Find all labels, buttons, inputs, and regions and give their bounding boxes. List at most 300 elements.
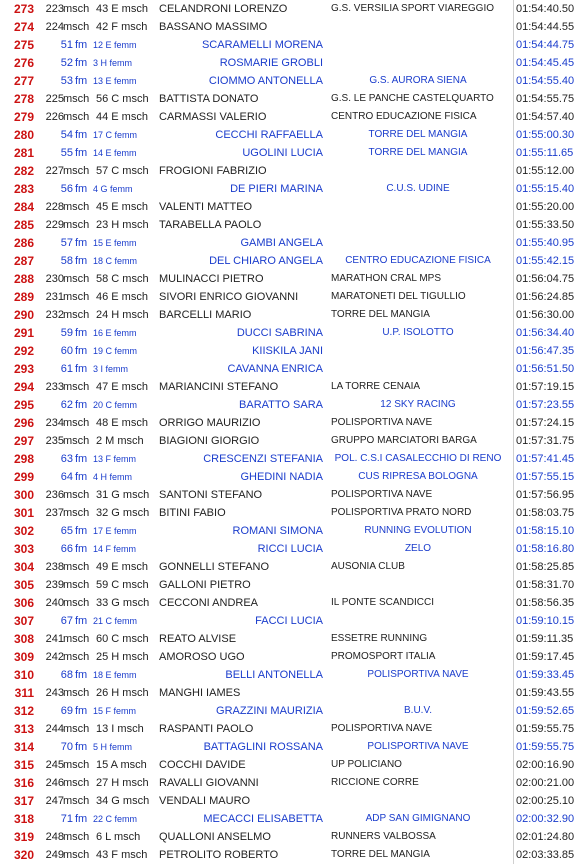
club-name: G.S. LE PANCHE CASTELQUARTO — [331, 93, 494, 104]
category: 2 M msch — [96, 435, 144, 447]
athlete-name: DEL CHIARO ANGELA — [209, 255, 323, 267]
finish-time: 01:57:55.15 — [516, 471, 575, 483]
finish-time: 02:03:33.85 — [516, 849, 575, 861]
result-row — [0, 738, 579, 756]
category: 4 H femm — [93, 472, 133, 482]
category: 12 E femm — [93, 40, 137, 50]
club-name: TORRE DEL MANGIA — [368, 147, 468, 158]
club-name: POL. C.S.I CASALECCHIO DI RENO — [334, 453, 502, 464]
rank-number: 296 — [13, 416, 34, 430]
club-name: POLISPORTIVA NAVE — [367, 669, 469, 680]
finish-time: 02:00:25.10 — [516, 795, 575, 807]
gender-tag: msch — [63, 381, 90, 393]
gender-position: 58 — [60, 255, 73, 267]
athlete-name: RAVALLI GIOVANNI — [159, 777, 259, 789]
result-row — [0, 216, 579, 234]
finish-time: 01:56:04.75 — [516, 273, 575, 285]
gender-tag: msch — [63, 291, 90, 303]
athlete-name: CAVANNA ENRICA — [227, 363, 323, 375]
athlete-name: FROGIONI FABRIZIO — [159, 165, 267, 177]
gender-position: 70 — [60, 741, 73, 753]
result-row — [0, 306, 579, 324]
gender-position: 236 — [45, 489, 64, 501]
gender-tag: fm — [75, 75, 88, 87]
column-divider — [513, 702, 514, 720]
column-divider — [513, 234, 514, 252]
result-row — [0, 468, 579, 486]
athlete-name: GHEDINI NADIA — [240, 471, 323, 483]
rank-number: 299 — [13, 470, 34, 484]
rank-number: 301 — [13, 506, 34, 520]
finish-time: 01:59:10.15 — [516, 615, 575, 627]
gender-tag: fm — [75, 363, 88, 375]
result-row — [0, 720, 579, 738]
club-name: POLISPORTIVA NAVE — [331, 489, 433, 500]
gender-tag: msch — [63, 561, 90, 573]
gender-position: 249 — [45, 849, 64, 861]
result-row — [0, 486, 579, 504]
finish-time: 01:57:41.45 — [516, 453, 575, 465]
result-row — [0, 288, 579, 306]
finish-time: 01:55:15.40 — [516, 183, 575, 195]
finish-time: 01:59:43.55 — [516, 687, 575, 699]
rank-number: 318 — [13, 812, 34, 826]
rank-number: 292 — [13, 344, 34, 358]
athlete-name: COCCHI DAVIDE — [159, 759, 246, 771]
result-row — [0, 846, 579, 864]
club-name: POLISPORTIVA NAVE — [331, 417, 433, 428]
result-row — [0, 162, 579, 180]
club-name: U.P. ISOLOTTO — [382, 327, 454, 338]
athlete-name: BARCELLI MARIO — [159, 309, 252, 321]
rank-number: 302 — [13, 524, 34, 538]
column-divider — [513, 342, 514, 360]
result-row — [0, 756, 579, 774]
gender-position: 242 — [45, 651, 64, 663]
rank-number: 283 — [13, 182, 34, 196]
category: 42 F msch — [96, 21, 148, 33]
club-name: RICCIONE CORRE — [331, 777, 419, 788]
rank-number: 287 — [13, 254, 34, 268]
gender-position: 244 — [45, 723, 64, 735]
category: 48 E msch — [96, 417, 148, 429]
athlete-name: RICCI LUCIA — [257, 543, 323, 555]
gender-position: 51 — [60, 39, 73, 51]
gender-position: 63 — [60, 453, 73, 465]
rank-number: 314 — [13, 740, 34, 754]
gender-tag: msch — [63, 273, 90, 285]
gender-tag: msch — [63, 759, 90, 771]
gender-position: 56 — [60, 183, 73, 195]
gender-tag: msch — [63, 309, 90, 321]
column-divider — [513, 648, 514, 666]
club-name: TORRE DEL MANGIA — [331, 309, 430, 320]
athlete-name: CECCHI RAFFAELLA — [215, 129, 323, 141]
gender-tag: msch — [63, 3, 90, 15]
category: 13 E femm — [93, 76, 137, 86]
category: 25 H msch — [96, 651, 149, 663]
finish-time: 01:56:47.35 — [516, 345, 575, 357]
finish-time: 01:57:24.15 — [516, 417, 575, 429]
finish-time: 01:57:31.75 — [516, 435, 575, 447]
gender-position: 62 — [60, 399, 73, 411]
gender-tag: fm — [75, 255, 88, 267]
gender-tag: fm — [75, 525, 88, 537]
column-divider — [513, 720, 514, 738]
category: 13 I msch — [96, 723, 144, 735]
column-divider — [513, 756, 514, 774]
result-row — [0, 234, 579, 252]
finish-time: 01:56:24.85 — [516, 291, 575, 303]
gender-tag: msch — [63, 849, 90, 861]
rank-number: 291 — [13, 326, 34, 340]
gender-position: 59 — [60, 327, 73, 339]
column-divider — [513, 324, 514, 342]
gender-position: 224 — [45, 21, 64, 33]
rank-number: 274 — [13, 20, 34, 34]
column-divider — [513, 162, 514, 180]
category: 5 H femm — [93, 742, 133, 752]
result-row — [0, 0, 579, 18]
column-divider — [513, 450, 514, 468]
athlete-name: SIVORI ENRICO GIOVANNI — [159, 291, 299, 303]
rank-number: 298 — [13, 452, 34, 466]
gender-position: 52 — [60, 57, 73, 69]
rank-number: 289 — [13, 290, 34, 304]
club-name: CENTRO EDUCAZIONE FISICA — [331, 111, 477, 122]
gender-position: 243 — [45, 687, 64, 699]
gender-position: 248 — [45, 831, 64, 843]
rank-number: 294 — [13, 380, 34, 394]
column-divider — [513, 18, 514, 36]
result-row — [0, 72, 579, 90]
result-row — [0, 198, 579, 216]
finish-time: 01:57:23.55 — [516, 399, 575, 411]
finish-time: 01:58:31.70 — [516, 579, 575, 591]
column-divider — [513, 144, 514, 162]
category: 14 F femm — [93, 544, 137, 554]
gender-position: 232 — [45, 309, 64, 321]
gender-position: 57 — [60, 237, 73, 249]
gender-position: 226 — [45, 111, 64, 123]
athlete-name: SANTONI STEFANO — [159, 489, 263, 501]
rank-number: 304 — [13, 560, 34, 574]
athlete-name: AMOROSO UGO — [159, 651, 245, 663]
finish-time: 01:56:30.00 — [516, 309, 575, 321]
rank-number: 288 — [13, 272, 34, 286]
finish-time: 01:59:55.75 — [516, 723, 575, 735]
result-row — [0, 180, 579, 198]
gender-tag: msch — [63, 723, 90, 735]
column-divider — [513, 198, 514, 216]
rank-number: 281 — [13, 146, 34, 160]
result-row — [0, 144, 579, 162]
gender-tag: fm — [75, 705, 88, 717]
result-row — [0, 540, 579, 558]
rank-number: 316 — [13, 776, 34, 790]
category: 14 E femm — [93, 148, 137, 158]
gender-tag: fm — [75, 129, 88, 141]
athlete-name: GALLONI PIETRO — [159, 579, 251, 591]
finish-time: 01:59:52.65 — [516, 705, 575, 717]
athlete-name: MANGHI IAMES — [159, 687, 241, 699]
gender-tag: msch — [63, 579, 90, 591]
athlete-name: BARATTO SARA — [239, 399, 323, 411]
rank-number: 303 — [13, 542, 34, 556]
gender-position: 67 — [60, 615, 73, 627]
gender-tag: msch — [63, 417, 90, 429]
rank-number: 278 — [13, 92, 34, 106]
gender-tag: fm — [75, 453, 88, 465]
gender-position: 229 — [45, 219, 64, 231]
category: 17 C femm — [93, 130, 138, 140]
gender-position: 241 — [45, 633, 64, 645]
gender-position: 228 — [45, 201, 64, 213]
column-divider — [513, 396, 514, 414]
category: 46 E msch — [96, 291, 148, 303]
result-row — [0, 810, 579, 828]
category: 60 C msch — [96, 633, 149, 645]
result-row — [0, 630, 579, 648]
result-row — [0, 270, 579, 288]
club-name: RUNNING EVOLUTION — [364, 525, 472, 536]
club-name: G.S. AURORA SIENA — [369, 75, 467, 86]
category: 20 C femm — [93, 400, 138, 410]
gender-tag: msch — [63, 111, 90, 123]
result-row — [0, 396, 579, 414]
finish-time: 01:55:11.65 — [516, 147, 574, 159]
finish-time: 01:55:42.15 — [516, 255, 575, 267]
result-row — [0, 360, 579, 378]
gender-tag: msch — [63, 93, 90, 105]
category: 26 H msch — [96, 687, 149, 699]
result-row — [0, 504, 579, 522]
gender-tag: msch — [63, 21, 90, 33]
finish-time: 01:58:56.35 — [516, 597, 575, 609]
result-row — [0, 612, 579, 630]
gender-position: 245 — [45, 759, 64, 771]
athlete-name: MARIANCINI STEFANO — [159, 381, 279, 393]
club-name: AUSONIA CLUB — [331, 561, 405, 572]
column-divider — [513, 504, 514, 522]
rank-number: 273 — [13, 2, 34, 16]
club-name: ADP SAN GIMIGNANO — [365, 813, 471, 824]
gender-tag: fm — [75, 471, 88, 483]
rank-number: 276 — [13, 56, 34, 70]
result-row — [0, 90, 579, 108]
category: 47 E msch — [96, 381, 148, 393]
category: 49 E msch — [96, 561, 148, 573]
finish-time: 01:57:19.15 — [516, 381, 575, 393]
gender-position: 64 — [60, 471, 73, 483]
column-divider — [513, 774, 514, 792]
column-divider — [513, 414, 514, 432]
gender-position: 66 — [60, 543, 73, 555]
athlete-name: PETROLITO ROBERTO — [159, 849, 279, 861]
gender-position: 240 — [45, 597, 64, 609]
athlete-name: MECACCI ELISABETTA — [203, 813, 323, 825]
finish-time: 01:54:44.75 — [516, 39, 575, 51]
gender-tag: msch — [63, 201, 90, 213]
club-name: B.U.V. — [404, 705, 432, 716]
result-row — [0, 702, 579, 720]
club-name: CENTRO EDUCAZIONE FISICA — [345, 255, 491, 266]
category: 43 E msch — [96, 3, 148, 15]
finish-time: 01:56:34.40 — [516, 327, 575, 339]
column-divider — [513, 72, 514, 90]
athlete-name: VALENTI MATTEO — [159, 201, 253, 213]
column-divider — [513, 180, 514, 198]
athlete-name: SCARAMELLI MORENA — [201, 39, 323, 51]
category: 32 G msch — [96, 507, 150, 519]
gender-position: 65 — [60, 525, 73, 537]
rank-number: 312 — [13, 704, 34, 718]
column-divider — [513, 558, 514, 576]
gender-position: 234 — [45, 417, 64, 429]
result-row — [0, 414, 579, 432]
club-name: GRUPPO MARCIATORI BARGA — [331, 435, 477, 446]
column-divider — [513, 54, 514, 72]
gender-tag: fm — [75, 237, 88, 249]
result-row — [0, 684, 579, 702]
column-divider — [513, 270, 514, 288]
category: 18 C femm — [93, 256, 138, 266]
column-divider — [513, 522, 514, 540]
category: 15 E femm — [93, 238, 137, 248]
gender-tag: fm — [75, 39, 88, 51]
gender-tag: msch — [63, 507, 90, 519]
gender-position: 71 — [60, 813, 73, 825]
column-divider — [513, 378, 514, 396]
athlete-name: CECCONI ANDREA — [159, 597, 259, 609]
rank-number: 297 — [13, 434, 34, 448]
rank-number: 284 — [13, 200, 34, 214]
athlete-name: KIISKILA JANI — [252, 345, 323, 357]
athlete-name: FACCI LUCIA — [255, 615, 323, 627]
gender-position: 235 — [45, 435, 64, 447]
category: 23 H msch — [96, 219, 149, 231]
category: 57 C msch — [96, 165, 149, 177]
category: 18 E femm — [93, 670, 137, 680]
club-name: POLISPORTIVA NAVE — [367, 741, 469, 752]
gender-tag: msch — [63, 489, 90, 501]
finish-time: 01:55:33.50 — [516, 219, 575, 231]
column-divider — [513, 684, 514, 702]
gender-position: 68 — [60, 669, 73, 681]
finish-time: 01:59:11.35 — [516, 633, 574, 645]
athlete-name: DUCCI SABRINA — [236, 327, 323, 339]
gender-tag: msch — [63, 831, 90, 843]
finish-time: 01:56:51.50 — [516, 363, 575, 375]
gender-tag: msch — [63, 165, 90, 177]
club-name: MARATONETI DEL TIGULLIO — [331, 291, 466, 302]
column-divider — [513, 432, 514, 450]
gender-tag: fm — [75, 741, 88, 753]
rank-number: 290 — [13, 308, 34, 322]
athlete-name: DE PIERI MARINA — [230, 183, 323, 195]
column-divider — [513, 612, 514, 630]
gender-position: 61 — [60, 363, 73, 375]
result-row — [0, 774, 579, 792]
gender-tag: msch — [63, 651, 90, 663]
athlete-name: GONNELLI STEFANO — [159, 561, 270, 573]
gender-tag: fm — [75, 183, 88, 195]
result-row — [0, 648, 579, 666]
result-row — [0, 594, 579, 612]
gender-tag: fm — [75, 813, 88, 825]
gender-position: 54 — [60, 129, 73, 141]
finish-time: 01:54:44.55 — [516, 21, 575, 33]
column-divider — [513, 306, 514, 324]
column-divider — [513, 486, 514, 504]
category: 27 H msch — [96, 777, 149, 789]
column-divider — [513, 36, 514, 54]
gender-position: 55 — [60, 147, 73, 159]
result-row — [0, 342, 579, 360]
gender-position: 246 — [45, 777, 64, 789]
rank-number: 306 — [13, 596, 34, 610]
gender-tag: fm — [75, 543, 88, 555]
athlete-name: CARMASSI VALERIO — [159, 111, 267, 123]
finish-time: 01:55:00.30 — [516, 129, 575, 141]
gender-tag: fm — [75, 669, 88, 681]
club-name: C.U.S. UDINE — [386, 183, 450, 194]
column-divider — [513, 252, 514, 270]
athlete-name: QUALLONI ANSELMO — [159, 831, 271, 843]
category: 17 E femm — [93, 526, 137, 536]
gender-position: 239 — [45, 579, 64, 591]
rank-number: 307 — [13, 614, 34, 628]
rank-number: 275 — [13, 38, 34, 52]
athlete-name: BIAGIONI GIORGIO — [159, 435, 260, 447]
club-name: RUNNERS VALBOSSA — [331, 831, 436, 842]
category: 59 C msch — [96, 579, 149, 591]
column-divider — [513, 540, 514, 558]
result-row — [0, 252, 579, 270]
gender-tag: msch — [63, 777, 90, 789]
category: 58 C msch — [96, 273, 149, 285]
category: 6 L msch — [96, 831, 141, 843]
category: 15 A msch — [96, 759, 147, 771]
category: 34 G msch — [96, 795, 150, 807]
result-row — [0, 450, 579, 468]
finish-time: 01:55:12.00 — [516, 165, 575, 177]
rank-number: 310 — [13, 668, 34, 682]
rank-number: 279 — [13, 110, 34, 124]
gender-position: 231 — [45, 291, 64, 303]
finish-time: 01:59:33.45 — [516, 669, 575, 681]
club-name: G.S. VERSILIA SPORT VIAREGGIO — [331, 3, 495, 14]
column-divider — [513, 630, 514, 648]
rank-number: 282 — [13, 164, 34, 178]
finish-time: 01:54:55.40 — [516, 75, 575, 87]
gender-position: 227 — [45, 165, 64, 177]
gender-position: 238 — [45, 561, 64, 573]
gender-position: 247 — [45, 795, 64, 807]
athlete-name: RASPANTI PAOLO — [159, 723, 254, 735]
athlete-name: BITINI FABIO — [159, 507, 226, 519]
athlete-name: CELANDRONI LORENZO — [159, 3, 288, 15]
gender-tag: fm — [75, 345, 88, 357]
result-row — [0, 666, 579, 684]
category: 44 E msch — [96, 111, 148, 123]
result-row — [0, 378, 579, 396]
athlete-name: GAMBI ANGELA — [240, 237, 323, 249]
finish-time: 02:00:16.90 — [516, 759, 575, 771]
athlete-name: BASSANO MASSIMO — [159, 21, 268, 33]
finish-time: 01:54:40.50 — [516, 3, 575, 15]
category: 33 G msch — [96, 597, 150, 609]
